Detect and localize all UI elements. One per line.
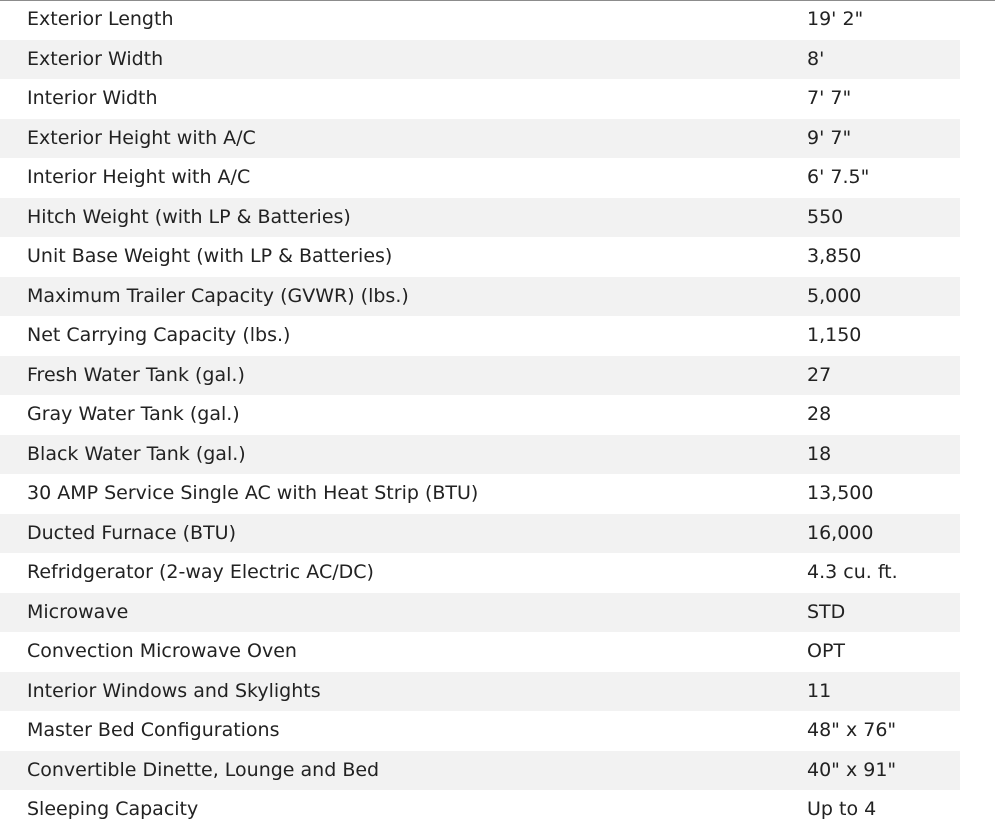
spec-row xyxy=(0,514,960,554)
spec-label: Hitch Weight (with LP & Batteries) xyxy=(0,198,790,238)
spec-value: 40" x 91" xyxy=(790,751,960,791)
spec-row xyxy=(0,593,960,633)
spec-value: 3,850 xyxy=(807,245,862,267)
spec-label: 30 AMP Service Single AC with Heat Strip (BTU) xyxy=(27,482,479,504)
spec-label: Interior Width xyxy=(27,87,158,109)
spec-label: Exterior Width xyxy=(0,40,790,80)
spec-row xyxy=(0,79,960,119)
spec-row xyxy=(0,356,960,396)
spec-label: Convertible Dinette, Lounge and Bed xyxy=(0,751,790,791)
spec-label: Interior Height with A/C xyxy=(27,166,251,188)
spec-label: Microwave xyxy=(0,593,790,633)
spec-row xyxy=(0,553,960,593)
spec-value: 19' 2" xyxy=(807,8,864,30)
spec-label: Fresh Water Tank (gal.) xyxy=(0,356,790,396)
spec-label: Master Bed Configurations xyxy=(27,719,280,741)
spec-label: Convection Microwave Oven xyxy=(27,640,297,662)
spec-row xyxy=(0,751,960,791)
spec-value: 48" x 76" xyxy=(807,719,897,741)
spec-row xyxy=(0,158,960,198)
spec-row xyxy=(0,435,960,475)
spec-label: Exterior Length xyxy=(27,8,174,30)
spec-label: Gray Water Tank (gal.) xyxy=(27,403,240,425)
spec-row xyxy=(0,0,960,40)
spec-label: Sleeping Capacity xyxy=(27,798,199,820)
spec-row xyxy=(0,198,960,238)
spec-label: Black Water Tank (gal.) xyxy=(0,435,790,475)
spec-label: Unit Base Weight (with LP & Batteries) xyxy=(27,245,393,267)
spec-row xyxy=(0,474,960,514)
spec-value: 5,000 xyxy=(790,277,960,317)
spec-value: 16,000 xyxy=(790,514,960,554)
spec-row xyxy=(0,672,960,712)
spec-value: 9' 7" xyxy=(790,119,960,159)
spec-row xyxy=(0,237,960,277)
spec-row xyxy=(0,632,960,672)
spec-label: Refridgerator (2-way Electric AC/DC) xyxy=(27,561,374,583)
spec-value: Up to 4 xyxy=(807,798,877,820)
spec-value: 7' 7" xyxy=(807,87,852,109)
spec-value: 4.3 cu. ft. xyxy=(807,561,898,583)
spec-value: 18 xyxy=(790,435,960,475)
spec-value: OPT xyxy=(807,640,846,662)
spec-label: Ducted Furnace (BTU) xyxy=(0,514,790,554)
spec-value: 27 xyxy=(790,356,960,396)
spec-row xyxy=(0,277,960,317)
spec-value: 550 xyxy=(790,198,960,238)
spec-value: 1,150 xyxy=(807,324,862,346)
spec-value: 13,500 xyxy=(807,482,874,504)
spec-row xyxy=(0,711,960,751)
spec-row xyxy=(0,119,960,159)
spec-label: Exterior Height with A/C xyxy=(0,119,790,159)
spec-label: Maximum Trailer Capacity (GVWR) (lbs.) xyxy=(0,277,790,317)
spec-value: 11 xyxy=(790,672,960,712)
spec-row xyxy=(0,40,960,80)
spec-value: STD xyxy=(790,593,960,633)
spec-value: 6' 7.5" xyxy=(807,166,870,188)
spec-label: Net Carrying Capacity (lbs.) xyxy=(27,324,291,346)
spec-row xyxy=(0,790,960,830)
spec-value: 28 xyxy=(807,403,832,425)
spec-row xyxy=(0,316,960,356)
spec-label: Interior Windows and Skylights xyxy=(0,672,790,712)
spec-value: 8' xyxy=(790,40,960,80)
spec-row xyxy=(0,395,960,435)
